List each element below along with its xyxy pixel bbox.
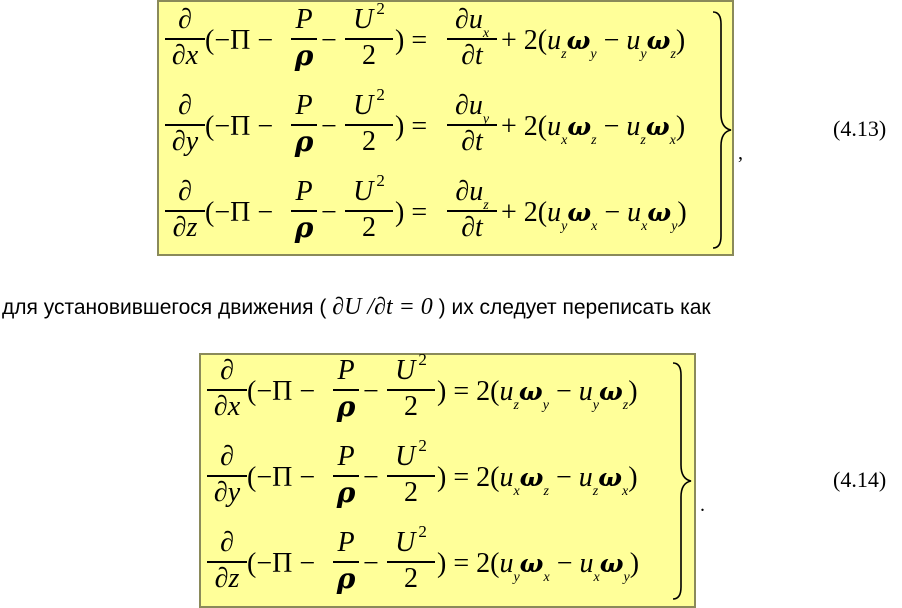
denominator-two: 2 <box>362 39 376 71</box>
eq413-row-y <box>159 85 736 164</box>
equation-number-4-13: (4.13) <box>833 116 887 141</box>
u-symbol: u <box>626 111 641 142</box>
eq414-row <box>201 522 698 601</box>
omega-symbol: ω <box>599 549 624 578</box>
subscript: z <box>640 133 646 148</box>
paragraph-math: ∂U /∂t = 0 <box>332 294 433 320</box>
lhs-open: (−Π − <box>247 376 316 407</box>
variable: z <box>228 562 240 594</box>
rhs-expression <box>501 24 685 63</box>
exponent: 2 <box>418 522 427 541</box>
denominator-two: 2 <box>362 125 376 157</box>
partial-symbol: ∂ <box>178 90 192 121</box>
minus-sign: − <box>556 548 573 579</box>
pressure-fraction <box>333 355 359 425</box>
u-symbol: u <box>626 25 641 56</box>
velocity-symbol: U <box>395 527 416 558</box>
exponent: 2 <box>376 0 385 18</box>
subscript: x <box>669 133 676 148</box>
minus-sign: − <box>363 548 379 579</box>
partial-derivative <box>207 441 247 511</box>
subscript: x <box>622 484 629 499</box>
velocity-fraction <box>387 350 435 425</box>
rhs-close: ) <box>629 548 640 579</box>
subscript: y <box>513 570 520 585</box>
u-symbol: u <box>499 462 514 493</box>
paragraph-before: для установившегося движения ( <box>2 296 327 319</box>
density-symbol: ρ <box>294 38 314 72</box>
rhs-expression <box>437 547 639 586</box>
u-symbol: u <box>627 197 642 228</box>
pressure-fraction <box>291 90 317 160</box>
lhs-open: (−Π − <box>205 111 274 142</box>
partial-symbol: ∂ <box>178 4 192 35</box>
velocity-symbol: U <box>353 90 374 121</box>
subscript: y <box>590 47 597 62</box>
u-symbol: u <box>578 376 593 407</box>
denominator-two: 2 <box>362 211 376 243</box>
partial-derivative <box>165 90 205 160</box>
rhs-close: ) <box>675 111 686 142</box>
partial-symbol: ∂ <box>220 355 234 386</box>
partial-derivative <box>207 527 247 597</box>
omega-symbol: ω <box>567 198 592 227</box>
paragraph-after: ) их следует переписать как <box>438 296 711 319</box>
velocity-component: u <box>469 176 484 207</box>
close-equals: ) = <box>395 25 428 56</box>
denominator-two: 2 <box>404 562 418 594</box>
paragraph-text <box>2 294 711 321</box>
u-symbol: u <box>499 548 514 579</box>
time-derivative <box>447 4 497 74</box>
velocity-symbol: U <box>395 355 416 386</box>
density-symbol: ρ <box>294 210 314 244</box>
partial-symbol: ∂ <box>171 39 186 71</box>
subscript: z <box>483 198 489 213</box>
exponent: 2 <box>418 350 427 369</box>
subscript: x <box>543 570 550 585</box>
velocity-fraction <box>387 436 435 511</box>
dt-symbol: ∂t <box>461 39 483 71</box>
omega-symbol: ω <box>646 26 671 55</box>
pressure-fraction <box>291 4 317 74</box>
rhs-open: 2( <box>523 25 548 56</box>
omega-symbol: ω <box>647 198 672 227</box>
pressure-fraction <box>333 441 359 511</box>
subscript: z <box>670 47 676 62</box>
minus-sign: − <box>321 111 337 142</box>
plus-sign: + <box>501 197 517 228</box>
equation-4-14-box <box>199 350 696 608</box>
close-equals: ) = <box>395 111 428 142</box>
exponent: 2 <box>376 85 385 104</box>
velocity-fraction <box>345 85 393 160</box>
subscript: z <box>513 398 519 413</box>
pressure-symbol: P <box>337 355 355 386</box>
velocity-fraction <box>345 171 393 246</box>
u-symbol: u <box>547 25 562 56</box>
dt-symbol: ∂t <box>461 211 483 243</box>
partial-symbol: ∂ <box>213 476 228 508</box>
partial-derivative <box>165 176 205 246</box>
variable: y <box>227 476 241 508</box>
minus-sign: − <box>603 111 620 142</box>
partial-symbol: ∂ <box>220 527 234 558</box>
subscript: y <box>623 570 630 585</box>
velocity-symbol: U <box>353 4 374 35</box>
u-symbol: u <box>579 548 594 579</box>
partial-symbol: ∂ <box>454 4 469 35</box>
lhs-open: (−Π − <box>205 25 274 56</box>
exponent: 2 <box>376 171 385 190</box>
subscript: x <box>513 484 520 499</box>
trailing-period: . <box>700 494 705 516</box>
lhs-open: (−Π − <box>247 462 316 493</box>
rhs-open: 2( <box>476 462 500 493</box>
rhs-close: ) <box>628 376 638 407</box>
trailing-comma: , <box>738 142 743 164</box>
omega-symbol: ω <box>518 377 543 406</box>
velocity-fraction <box>345 0 393 74</box>
eq413-row-x <box>159 0 736 78</box>
velocity-symbol: U <box>395 441 416 472</box>
subscript: x <box>591 219 598 234</box>
subscript: y <box>671 219 678 234</box>
subscript: y <box>542 398 549 413</box>
pressure-symbol: P <box>337 527 355 558</box>
minus-sign: − <box>555 376 572 407</box>
rhs-open: 2( <box>476 376 500 407</box>
eq413-row-z <box>159 171 736 250</box>
u-symbol: u <box>578 462 593 493</box>
lhs-open: (−Π − <box>205 197 274 228</box>
omega-symbol: ω <box>566 26 591 55</box>
minus-sign: − <box>604 197 621 228</box>
omega-symbol: ω <box>645 112 670 141</box>
exponent: 2 <box>418 436 427 455</box>
subscript: z <box>591 133 597 148</box>
velocity-symbol: U <box>353 176 374 207</box>
rhs-expression <box>437 461 638 500</box>
pressure-symbol: P <box>337 441 355 472</box>
rhs-open: 2( <box>523 197 548 228</box>
partial-symbol: ∂ <box>455 176 470 207</box>
subscript: z <box>561 47 567 62</box>
minus-sign: − <box>321 197 337 228</box>
right-brace <box>711 10 733 250</box>
omega-symbol: ω <box>519 463 544 492</box>
u-symbol: u <box>547 111 562 142</box>
eq414-row <box>201 350 698 429</box>
omega-symbol: ω <box>598 377 623 406</box>
density-symbol: ρ <box>336 389 356 423</box>
partial-symbol: ∂ <box>213 390 228 422</box>
equation-4-13-box <box>157 0 734 256</box>
subscript: z <box>592 484 599 499</box>
partial-symbol: ∂ <box>220 441 234 472</box>
subscript: x <box>561 133 568 148</box>
subscript: y <box>640 47 647 62</box>
eq414-row <box>201 436 698 515</box>
rhs-close: ) <box>675 25 686 56</box>
rhs-expression <box>501 196 687 235</box>
partial-symbol: ∂ <box>454 90 469 121</box>
rhs-open: 2( <box>476 548 500 579</box>
subscript: x <box>593 570 600 585</box>
partial-symbol: ∂ <box>171 125 186 157</box>
density-symbol: ρ <box>336 561 356 595</box>
subscript: y <box>592 398 599 413</box>
minus-sign: − <box>321 25 337 56</box>
minus-sign: − <box>363 376 379 407</box>
rhs-close: ) <box>677 197 687 228</box>
partial-symbol: ∂ <box>178 176 192 207</box>
pressure-fraction <box>291 176 317 246</box>
density-symbol: ρ <box>336 475 356 509</box>
plus-sign: + <box>501 25 517 56</box>
partial-symbol: ∂ <box>172 211 187 243</box>
variable: z <box>186 211 198 243</box>
close-equals: ) = <box>437 462 470 493</box>
variable: y <box>185 125 199 157</box>
subscript: y <box>482 112 490 127</box>
pressure-symbol: P <box>295 4 313 35</box>
velocity-component: u <box>468 4 483 35</box>
subscript: x <box>641 219 648 234</box>
subscript: z <box>543 484 549 499</box>
subscript: y <box>561 219 568 234</box>
dt-symbol: ∂t <box>461 125 483 157</box>
equation-number-4-14: (4.14) <box>833 467 887 492</box>
minus-sign: − <box>363 462 379 493</box>
density-symbol: ρ <box>294 124 314 158</box>
close-equals: ) = <box>437 376 470 407</box>
omega-symbol: ω <box>567 112 592 141</box>
time-derivative <box>447 176 497 246</box>
minus-sign: − <box>603 25 620 56</box>
time-derivative <box>447 90 497 160</box>
pressure-symbol: P <box>295 90 313 121</box>
rhs-open: 2( <box>523 111 548 142</box>
omega-symbol: ω <box>598 463 622 492</box>
u-symbol: u <box>547 197 562 228</box>
pressure-fraction <box>333 527 359 597</box>
variable: x <box>185 39 199 71</box>
rhs-expression <box>501 110 685 149</box>
plus-sign: + <box>501 111 517 142</box>
denominator-two: 2 <box>404 476 418 508</box>
close-equals: ) = <box>437 548 470 579</box>
velocity-fraction <box>387 522 435 597</box>
minus-sign: − <box>555 462 572 493</box>
rhs-expression <box>437 375 638 414</box>
close-equals: ) = <box>395 197 428 228</box>
right-brace <box>671 361 693 601</box>
lhs-open: (−Π − <box>247 548 316 579</box>
variable: x <box>227 390 241 422</box>
partial-derivative <box>207 355 247 425</box>
denominator-two: 2 <box>404 390 418 422</box>
velocity-component: u <box>468 90 483 121</box>
rhs-close: ) <box>628 462 638 493</box>
subscript: x <box>482 26 490 41</box>
partial-derivative <box>165 4 205 74</box>
u-symbol: u <box>499 376 514 407</box>
omega-symbol: ω <box>519 549 544 578</box>
pressure-symbol: P <box>295 176 313 207</box>
partial-symbol: ∂ <box>214 562 229 594</box>
subscript: z <box>622 398 629 413</box>
